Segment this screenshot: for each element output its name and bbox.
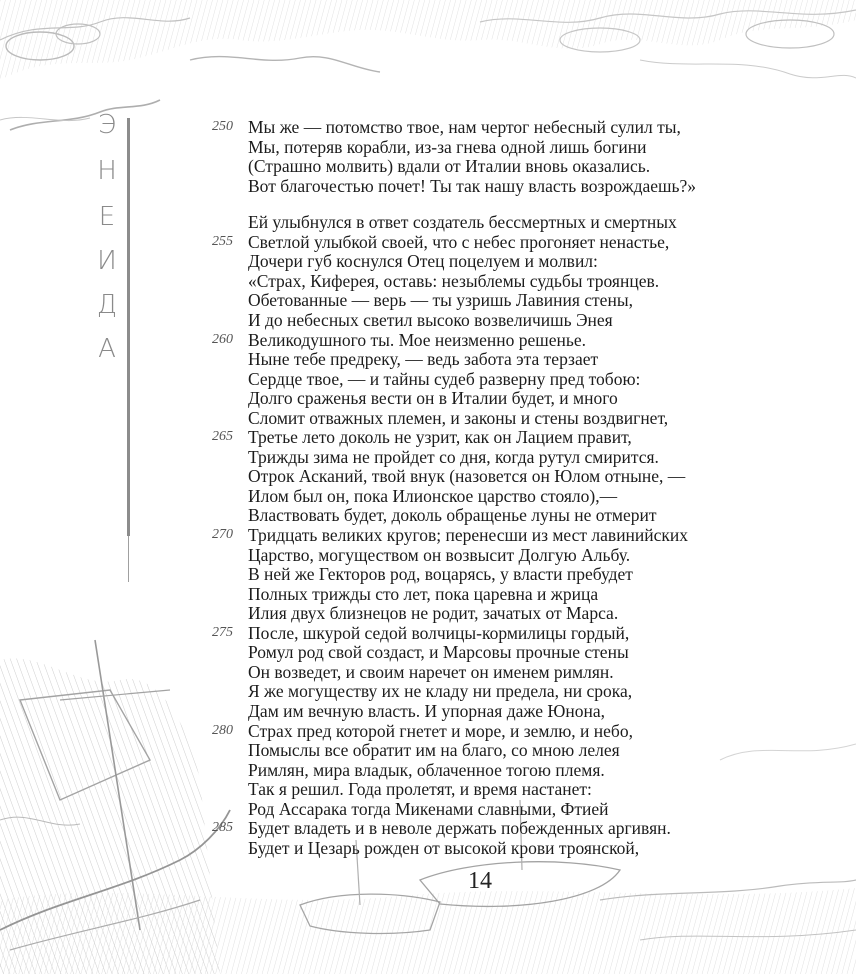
verse-line: «Страх, Киферея, оставь: незыблемы судьбы троянцев. bbox=[248, 270, 660, 291]
verse-line: Долго сраженья вести он в Италии будет, и много bbox=[248, 388, 618, 409]
running-title-letter: Н bbox=[97, 156, 117, 186]
page-number: 14 bbox=[468, 868, 492, 894]
running-title-letter: Д bbox=[96, 290, 118, 320]
line-number: 265 bbox=[212, 429, 233, 445]
verse-line: Мы же — потомство твое, нам чертог небесный сулил ты, bbox=[248, 117, 681, 137]
verse-line: Трижды зима не пройдет со дня, когда рутул смирится. bbox=[248, 446, 659, 467]
verse-line: Помыслы все обратит им на благо, со мною лелея bbox=[248, 740, 620, 761]
running-title-letter: А bbox=[98, 334, 116, 364]
verse-line: Третье лето доколь не узрит, как он Лацием правит, bbox=[248, 427, 632, 448]
line-number: 285 bbox=[212, 820, 233, 836]
verse-line: Тридцать великих кругов; перенесши из мест лавинийских bbox=[248, 525, 689, 545]
running-title-letter: Э bbox=[97, 110, 117, 140]
line-number: 275 bbox=[212, 624, 233, 640]
verse-line: Я же могуществу их не кладу ни предела, ни срока, bbox=[248, 681, 633, 702]
verse-line: Вот благочестью почет! Ты так нашу власть возрождаешь?» bbox=[248, 175, 697, 196]
verse-line: Мы, потеряв корабли, из-за гнева одной лишь богини bbox=[248, 136, 647, 157]
running-title-rule bbox=[127, 118, 130, 536]
verse-line: В ней же Гекторов род, воцарясь, у власти пребудет bbox=[248, 564, 633, 585]
verse-line: Светлой улыбкой своей, что с небес прогоняет ненастье, bbox=[248, 231, 670, 252]
verse-line: Будет владеть и в неволе держать побежденных аргивян. bbox=[248, 818, 671, 839]
verse-line: Обетованные — верь — ты узришь Лавиния стены, bbox=[248, 290, 633, 311]
verse-line: Ныне тебе предреку, — ведь забота эта терзает bbox=[248, 349, 599, 370]
line-number: 270 bbox=[212, 527, 233, 542]
verse-line: Сломит отважных племен, и законы и стены воздвигнет, bbox=[248, 407, 669, 428]
verse-line: Илом был он, пока Илионское царство стояло),— bbox=[248, 485, 618, 506]
verse-line: Илия двух близнецов не родит, зачатых от Марса. bbox=[248, 603, 619, 624]
verse-line: После, шкурой седой волчицы-кормилицы гордый, bbox=[248, 622, 630, 643]
verse-line: Дам им вечную власть. И упорная даже Юнона, bbox=[248, 700, 605, 721]
line-number: 250 bbox=[212, 119, 233, 134]
verse-line: И до небесных светил высоко возвеличишь Энея bbox=[248, 309, 613, 330]
line-number: 260 bbox=[212, 331, 233, 347]
verse-line: Будет и Цезарь рожден от высокой крови троянской, bbox=[248, 837, 640, 858]
verse-line: Сердце твое, — и тайны судеб разверну пред тобою: bbox=[248, 368, 641, 389]
verse-line: Страх пред которой гнетет и море, и землю, и небо, bbox=[248, 720, 633, 741]
verse-line: Царство, могуществом он возвысит Долгую Альбу. bbox=[248, 544, 631, 565]
verse-line: Полных трижды сто лет, пока царевна и жрица bbox=[248, 583, 599, 604]
running-title-letter: Е bbox=[98, 202, 116, 232]
verse-line: Властвовать будет, доколь обращенье луны не отмерит bbox=[248, 505, 657, 526]
verse-line: Дочери губ коснулся Отец поцелуем и молвил: bbox=[248, 251, 598, 272]
verse-line: (Страшно молвить) вдали от Италии вновь оказались. bbox=[248, 156, 651, 177]
line-number: 255 bbox=[212, 233, 233, 249]
line-number: 280 bbox=[212, 722, 233, 738]
running-title-rule-tail bbox=[128, 536, 129, 582]
verse-line: Род Ассарака тогда Микенами славными, Фтией bbox=[248, 798, 609, 819]
verse-line: Великодушного ты. Мое неизменно решенье. bbox=[248, 329, 587, 350]
verse-line: Римлян, мира владык, облаченное тогою племя. bbox=[248, 759, 605, 780]
verse-line: Ей улыбнулся в ответ создатель бессмертных и смертных bbox=[248, 212, 677, 233]
running-title-letter: И bbox=[97, 246, 117, 276]
verse-line: Так я решил. Года пролетят, и время настанет: bbox=[248, 779, 592, 800]
verse-line: Ромул род свой создаст, и Марсовы прочные стены bbox=[248, 642, 629, 663]
verse-line: Отрок Асканий, твой внук (назовется он Юлом отныне, — bbox=[248, 466, 686, 487]
verse-line: Он возведет, и своим наречет он именем римлян. bbox=[248, 661, 614, 682]
